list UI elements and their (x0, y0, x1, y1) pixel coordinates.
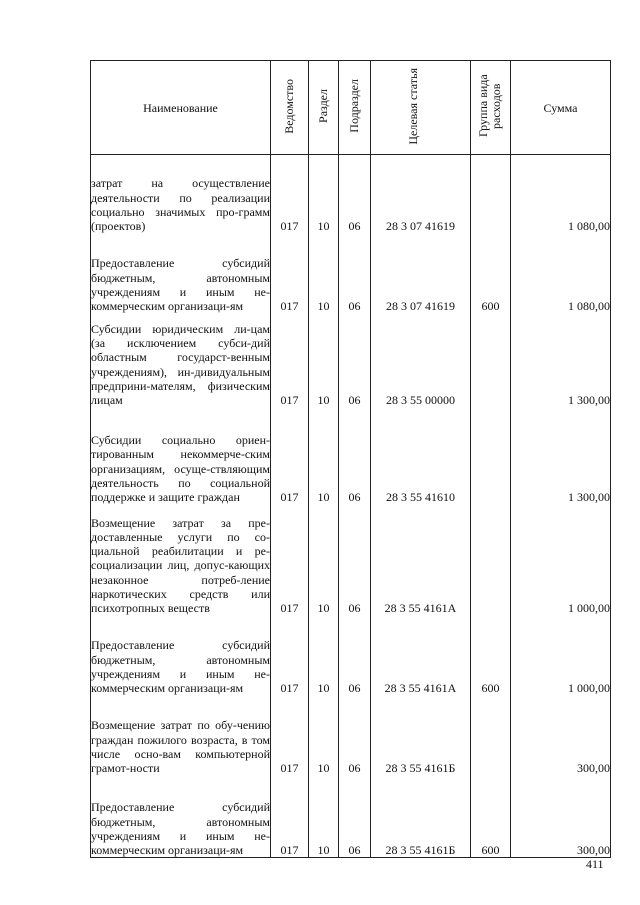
budget-table (90, 60, 611, 858)
row-section: 10 (309, 233, 339, 313)
table-header-row (91, 61, 611, 155)
table-row (91, 233, 611, 313)
row-subsection: 06 (339, 313, 371, 407)
row-amount: 1 300,00 (511, 313, 611, 407)
row-subsection: 06 (339, 695, 371, 775)
row-department: 017 (271, 504, 309, 615)
table-row (91, 615, 611, 695)
row-section: 10 (309, 615, 339, 695)
page-number: 411 (586, 857, 604, 871)
row-target-article: 28 3 55 4161Б (371, 775, 471, 858)
row-target-article: 28 3 55 4161А (371, 504, 471, 615)
row-department: 017 (271, 695, 309, 775)
row-subsection: 06 (339, 233, 371, 313)
row-subsection: 06 (339, 504, 371, 615)
table-row (91, 695, 611, 775)
row-target-article: 28 3 55 4161А (371, 615, 471, 695)
row-department: 017 (271, 615, 309, 695)
row-expense-group: 600 (471, 775, 511, 858)
table-row (91, 407, 611, 504)
table-row (91, 313, 611, 407)
row-amount: 300,00 (511, 775, 611, 858)
row-section: 10 (309, 313, 339, 407)
row-amount: 1 300,00 (511, 407, 611, 504)
row-name: Предоставление субсидий бюджетным, автономным учреждениям и иным не-коммерческим организаци-ям (91, 615, 271, 695)
row-expense-group (471, 695, 511, 775)
row-department: 017 (271, 313, 309, 407)
header-expense-group: Группа вида расходов (471, 61, 511, 155)
row-section: 10 (309, 775, 339, 858)
row-name: Субсидии юридическим ли-цам (за исключением субси-дий областным государст-венным учреждениям), ин-дивидуальным предприни-мателям, физическим лицам (91, 313, 271, 407)
row-target-article: 28 3 07 41619 (371, 155, 471, 234)
header-subsection: Подраздел (339, 61, 371, 155)
header-name: Наименование (91, 61, 271, 155)
row-subsection: 06 (339, 407, 371, 504)
row-target-article: 28 3 55 4161Б (371, 695, 471, 775)
row-name: Предоставление субсидий бюджетным, автономным учреждениям и иным не-коммерческим организаци-ям (91, 775, 271, 858)
row-amount: 1 000,00 (511, 615, 611, 695)
row-section: 10 (309, 695, 339, 775)
row-name: Субсидии социально ориен-тированным некоммерче-ским организациям, осуще-ствляющим деятельность по социальной поддержке и защите граждан (91, 407, 271, 504)
row-department: 017 (271, 233, 309, 313)
header-section: Раздел (309, 61, 339, 155)
row-name: Предоставление субсидий бюджетным, автономным учреждениям и иным не-коммерческим организаци-ям (91, 233, 271, 313)
row-name: затрат на осуществление деятельности по реализации социально значимых про-грамм (проектов) (91, 155, 271, 234)
row-amount: 1 080,00 (511, 155, 611, 234)
table-row (91, 155, 611, 234)
row-name: Возмещение затрат за пре-доставленные услуги по со-циальной реабилитации и ре-социализации лиц, допус-кающих незаконное потреб-ление наркотических средств или психотропных веществ (91, 504, 271, 615)
row-expense-group (471, 407, 511, 504)
row-department: 017 (271, 407, 309, 504)
row-amount: 300,00 (511, 695, 611, 775)
header-department: Ведомство (271, 61, 309, 155)
row-expense-group (471, 313, 511, 407)
row-name: Возмещение затрат по обу-чению граждан пожилого возраста, в том числе осно-вам компьютерной грамот-ности (91, 695, 271, 775)
table-row (91, 775, 611, 858)
header-amount: Сумма (511, 61, 611, 155)
row-target-article: 28 3 55 41610 (371, 407, 471, 504)
row-target-article: 28 3 55 00000 (371, 313, 471, 407)
row-section: 10 (309, 155, 339, 234)
header-target-article: Целевая статья (371, 61, 471, 155)
row-expense-group (471, 155, 511, 234)
row-expense-group: 600 (471, 233, 511, 313)
row-expense-group (471, 504, 511, 615)
row-subsection: 06 (339, 615, 371, 695)
row-expense-group: 600 (471, 615, 511, 695)
row-section: 10 (309, 407, 339, 504)
row-subsection: 06 (339, 155, 371, 234)
row-target-article: 28 3 07 41619 (371, 233, 471, 313)
row-amount: 1 080,00 (511, 233, 611, 313)
row-subsection: 06 (339, 775, 371, 858)
row-section: 10 (309, 504, 339, 615)
row-amount: 1 000,00 (511, 504, 611, 615)
row-department: 017 (271, 775, 309, 858)
row-department: 017 (271, 155, 309, 234)
table-row (91, 504, 611, 615)
